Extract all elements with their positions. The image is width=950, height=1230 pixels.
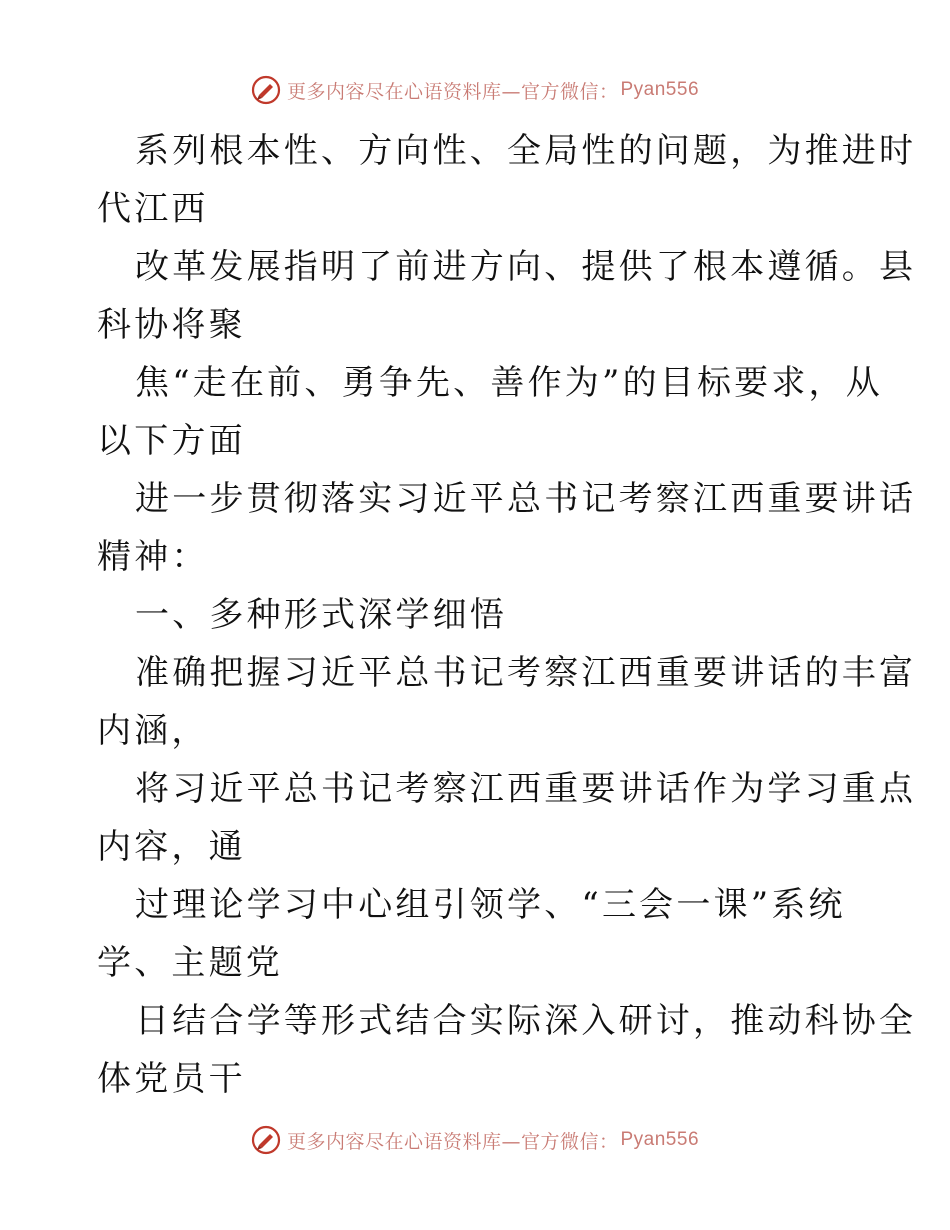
header-watermark [0, 70, 950, 110]
watermark-handle: Pyan556 [620, 79, 700, 100]
body-line: 体党员干 [97, 1059, 246, 1099]
body-line: 将习近平总书记考察江西重要讲话作为学习重点 [135, 769, 917, 809]
footer-watermark [0, 1120, 950, 1160]
body-line: 改革发展指明了前进方向、提供了根本遵循。县 [135, 247, 917, 287]
body-line: 精神： [97, 537, 209, 577]
body-line: 准确把握习近平总书记考察江西重要讲话的丰富 [135, 653, 917, 693]
section-heading: 一、多种形式深学细悟 [135, 595, 507, 635]
watermark-text: 更多内容尽在心语资料库—官方微信： [286, 80, 619, 103]
body-line: 以下方面 [97, 421, 246, 461]
pen-seal-icon [251, 1125, 281, 1155]
body-line: 日结合学等形式结合实际深入研讨，推动科协全 [135, 1001, 917, 1041]
body-line: 系列根本性、方向性、全局性的问题，为推进时 [135, 131, 917, 171]
body-line: 焦“走在前、勇争先、善作为”的目标要求，从 [135, 363, 883, 403]
body-line: 内涵， [97, 711, 209, 751]
document-body [97, 122, 917, 1108]
pen-seal-icon [251, 75, 281, 105]
body-line: 内容，通 [97, 827, 246, 867]
body-line: 学、主题党 [97, 943, 283, 983]
watermark-handle: Pyan556 [620, 1129, 700, 1150]
body-line: 进一步贯彻落实习近平总书记考察江西重要讲话 [135, 479, 917, 519]
body-line: 代江西 [97, 189, 209, 229]
body-line: 科协将聚 [97, 305, 246, 345]
body-line: 过理论学习中心组引领学、“三会一课”系统 [135, 885, 846, 925]
watermark-text: 更多内容尽在心语资料库—官方微信： [286, 1130, 619, 1153]
